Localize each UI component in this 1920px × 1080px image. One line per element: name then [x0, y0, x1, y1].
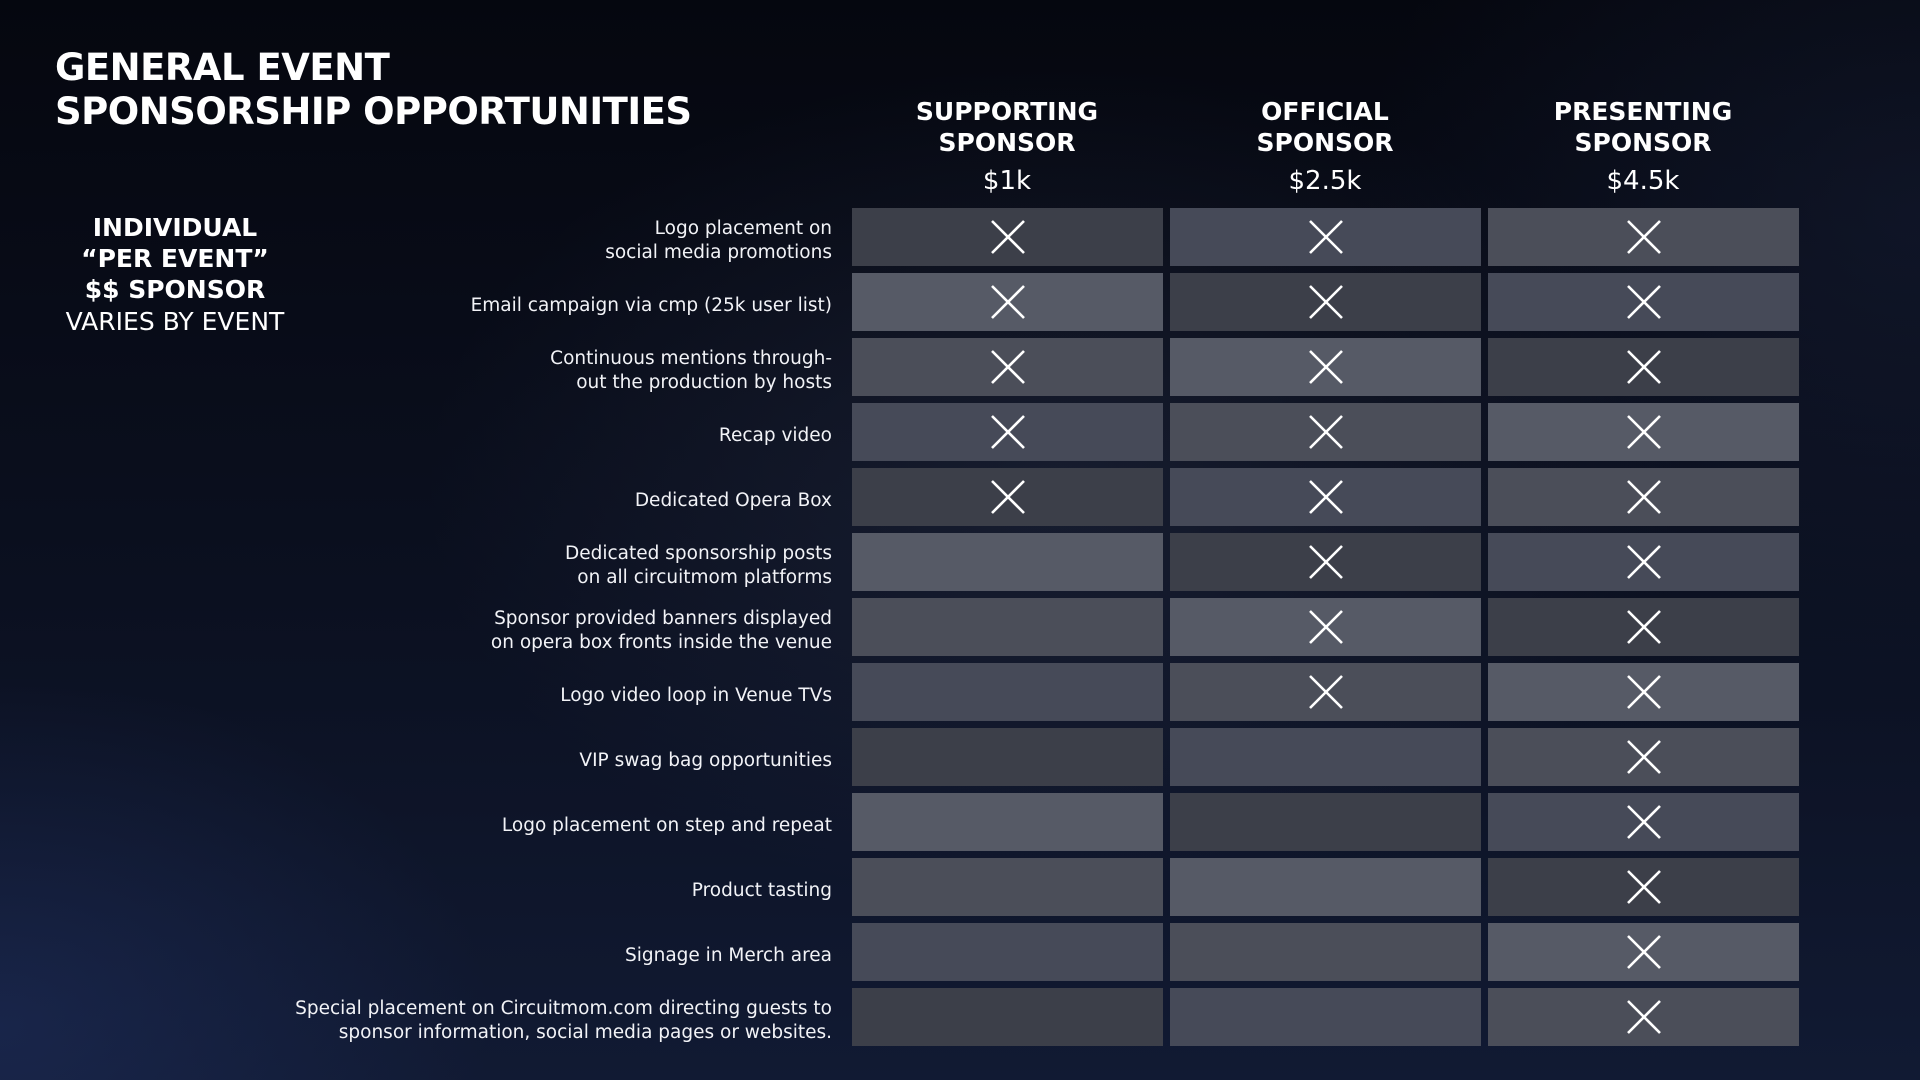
benefit-cell	[852, 338, 1163, 396]
tier-name-line2: SPONSOR	[938, 128, 1076, 157]
benefit-cell	[1488, 468, 1799, 526]
benefit-cell	[1488, 338, 1799, 396]
side-note-line4: VARIES BY EVENT	[65, 307, 285, 336]
benefit-cell	[852, 468, 1163, 526]
benefit-cell	[852, 923, 1163, 981]
x-mark-icon	[1626, 284, 1662, 320]
benefit-cell	[1488, 988, 1799, 1046]
benefit-cell	[1488, 273, 1799, 331]
benefit-cell	[1488, 403, 1799, 461]
tier-price: $4.5k	[1606, 166, 1680, 196]
x-mark-icon	[1308, 479, 1344, 515]
benefit-cell	[1488, 598, 1799, 656]
benefit-cell	[1488, 663, 1799, 721]
x-mark-icon	[1626, 609, 1662, 645]
benefit-cell	[852, 793, 1163, 851]
benefit-label: Continuous mentions through- out the production by hosts	[550, 347, 832, 393]
tier-name-line1: PRESENTING	[1553, 97, 1733, 126]
benefit-cell	[1488, 208, 1799, 266]
benefit-cell	[852, 598, 1163, 656]
x-mark-icon	[990, 284, 1026, 320]
benefit-cell	[852, 728, 1163, 786]
x-mark-icon	[1308, 674, 1344, 710]
x-mark-icon	[1308, 349, 1344, 385]
benefit-cell	[1488, 858, 1799, 916]
benefit-label: Sponsor provided banners displayed on opera box fronts inside the venue	[490, 607, 832, 653]
x-mark-icon	[1626, 999, 1662, 1035]
x-mark-icon	[1626, 349, 1662, 385]
benefit-cell	[1170, 988, 1481, 1046]
benefit-cell	[1170, 663, 1481, 721]
benefit-label: Dedicated Opera Box	[634, 489, 832, 511]
benefit-cell	[1170, 793, 1481, 851]
page-title-line2: SPONSORSHIP OPPORTUNITIES	[55, 90, 692, 133]
x-mark-icon	[1308, 284, 1344, 320]
benefit-cell	[1170, 338, 1481, 396]
x-mark-icon	[1626, 934, 1662, 970]
benefit-label: Logo placement on step and repeat	[501, 814, 832, 836]
x-mark-icon	[990, 349, 1026, 385]
benefit-label: VIP swag bag opportunities	[579, 749, 832, 771]
benefit-label: Dedicated sponsorship posts on all circuitmom platforms	[565, 542, 832, 588]
tier-name-line1: SUPPORTING	[915, 97, 1099, 126]
benefit-cell	[1170, 208, 1481, 266]
tier-price: $2.5k	[1288, 166, 1362, 196]
x-mark-icon	[1308, 219, 1344, 255]
page-title-line1: GENERAL EVENT	[55, 46, 390, 89]
benefit-cell	[852, 663, 1163, 721]
side-note-line3: $$ SPONSOR	[84, 275, 266, 304]
benefit-cell	[852, 273, 1163, 331]
benefit-cell	[1170, 468, 1481, 526]
benefit-cell	[852, 858, 1163, 916]
x-mark-icon	[1626, 479, 1662, 515]
benefit-cell	[852, 988, 1163, 1046]
x-mark-icon	[1626, 804, 1662, 840]
tier-header-presenting	[1488, 96, 1798, 198]
benefit-cell	[1170, 858, 1481, 916]
benefit-cell	[1170, 533, 1481, 591]
benefit-label: Logo placement on social media promotions	[605, 217, 832, 263]
benefit-label: Recap video	[718, 424, 832, 446]
benefit-cell	[852, 533, 1163, 591]
benefit-cell	[1488, 728, 1799, 786]
x-mark-icon	[1308, 414, 1344, 450]
benefit-cell	[1170, 273, 1481, 331]
x-mark-icon	[990, 414, 1026, 450]
benefit-label: Special placement on Circuitmom.com directing guests to sponsor information, social media pages or websites.	[295, 997, 832, 1043]
benefit-label: Email campaign via cmp (25k user list)	[470, 294, 832, 316]
benefit-cell	[1488, 923, 1799, 981]
benefit-cell	[1170, 403, 1481, 461]
x-mark-icon	[1626, 414, 1662, 450]
x-mark-icon	[1308, 609, 1344, 645]
x-mark-icon	[990, 219, 1026, 255]
benefit-label: Logo video loop in Venue TVs	[560, 684, 832, 706]
side-note-line1: INDIVIDUAL	[92, 213, 258, 242]
benefit-cell	[852, 208, 1163, 266]
benefit-cell	[1170, 728, 1481, 786]
benefit-label: Product tasting	[691, 879, 832, 901]
benefit-cell	[1488, 793, 1799, 851]
x-mark-icon	[1626, 219, 1662, 255]
x-mark-icon	[990, 479, 1026, 515]
benefit-labels	[232, 208, 832, 1053]
tier-price: $1k	[982, 166, 1032, 196]
side-note-line2: “PER EVENT”	[81, 244, 269, 273]
page-title	[55, 46, 692, 134]
x-mark-icon	[1626, 869, 1662, 905]
x-mark-icon	[1626, 544, 1662, 580]
benefit-cell	[1170, 598, 1481, 656]
tier-name-line2: SPONSOR	[1256, 128, 1394, 157]
benefit-cell	[1170, 923, 1481, 981]
benefit-matrix	[852, 208, 1799, 1046]
benefit-cell	[1488, 533, 1799, 591]
x-mark-icon	[1626, 674, 1662, 710]
benefit-label: Signage in Merch area	[624, 944, 832, 966]
tier-header-official	[1170, 96, 1480, 198]
x-mark-icon	[1308, 544, 1344, 580]
benefit-cell	[852, 403, 1163, 461]
tier-header-supporting	[852, 96, 1162, 198]
tier-name-line1: OFFICIAL	[1261, 97, 1389, 126]
x-mark-icon	[1626, 739, 1662, 775]
tier-name-line2: SPONSOR	[1574, 128, 1712, 157]
